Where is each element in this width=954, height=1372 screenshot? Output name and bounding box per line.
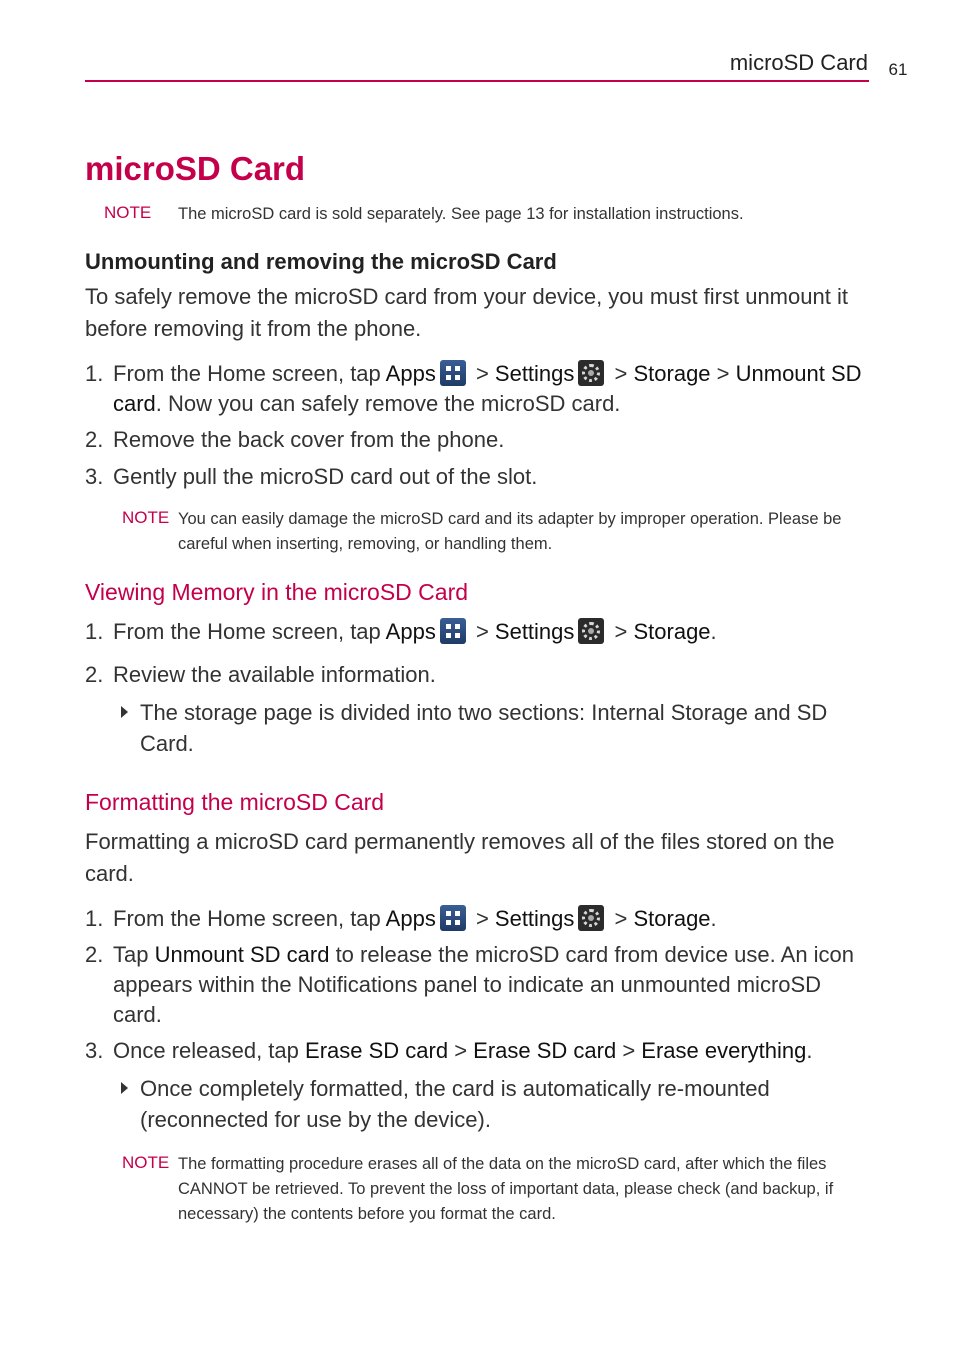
- settings-gear-icon: [578, 905, 604, 931]
- section-heading-viewing: Viewing Memory in the microSD Card: [85, 579, 469, 605]
- apps-grid-icon: [440, 905, 466, 931]
- unmount-intro: To safely remove the microSD card from your device, you must first unmount it before removing it from the phone.: [85, 284, 848, 341]
- viewing-step-1: 1. From the Home screen, tap Apps > Settings > Storage.: [85, 619, 717, 644]
- page-title: microSD Card: [85, 150, 306, 187]
- settings-gear-icon: [578, 618, 604, 644]
- unmount-step-3: 3. Gently pull the microSD card out of the slot.: [85, 464, 538, 489]
- formatting-step-2: 2. Tap Unmount SD card to release the microSD card from device use. An icon appears within the Notifications panel to indicate an unmounted microSD card.: [85, 942, 855, 1027]
- page-number: 61: [888, 60, 908, 79]
- note-label: NOTE: [122, 508, 170, 527]
- bullet-arrow-icon: [121, 706, 128, 718]
- section-heading-unmounting: Unmounting and removing the microSD Card: [85, 249, 557, 274]
- note-text: You can easily damage the microSD card and its adapter by improper operation. Please be careful when inserting, removing, or handling them.: [178, 510, 842, 553]
- viewing-bullet: The storage page is divided into two sections: Internal Storage and SD Card.: [118, 697, 878, 759]
- section-heading-formatting: Formatting the microSD Card: [85, 789, 385, 815]
- settings-gear-icon: [578, 360, 604, 386]
- formatting-intro: Formatting a microSD card permanently removes all of the files stored on the card.: [85, 829, 835, 886]
- running-header: microSD Card: [729, 50, 868, 75]
- unmount-step-1: 1. From the Home screen, tap Apps > Settings > Storage > Unmount SD card. Now you can safely remove the microSD card.: [85, 361, 862, 416]
- apps-grid-icon: [440, 360, 466, 386]
- note-label: NOTE: [104, 203, 152, 222]
- formatting-step-3: 3. Once released, tap Erase SD card > Erase SD card > Erase everything.: [85, 1038, 813, 1063]
- header-divider: [85, 80, 869, 82]
- bullet-arrow-icon: [121, 1082, 128, 1094]
- formatting-step-1: 1. From the Home screen, tap Apps > Settings > Storage.: [85, 906, 717, 931]
- unmount-step-2: 2. Remove the back cover from the phone.: [85, 427, 505, 452]
- note-text: The microSD card is sold separately. See page 13 for installation instructions.: [178, 205, 744, 223]
- viewing-step-2: 2. Review the available information.: [85, 662, 436, 687]
- note-text: The formatting procedure erases all of the data on the microSD card, after which the files CANNOT be retrieved. To prevent the loss of important data, please check (and backup, if necessary) the contents before you format the card.: [178, 1155, 834, 1223]
- note-label: NOTE: [122, 1153, 170, 1172]
- formatting-bullet: Once completely formatted, the card is automatically re-mounted (reconnected for use by the device).: [118, 1073, 878, 1135]
- apps-grid-icon: [440, 618, 466, 644]
